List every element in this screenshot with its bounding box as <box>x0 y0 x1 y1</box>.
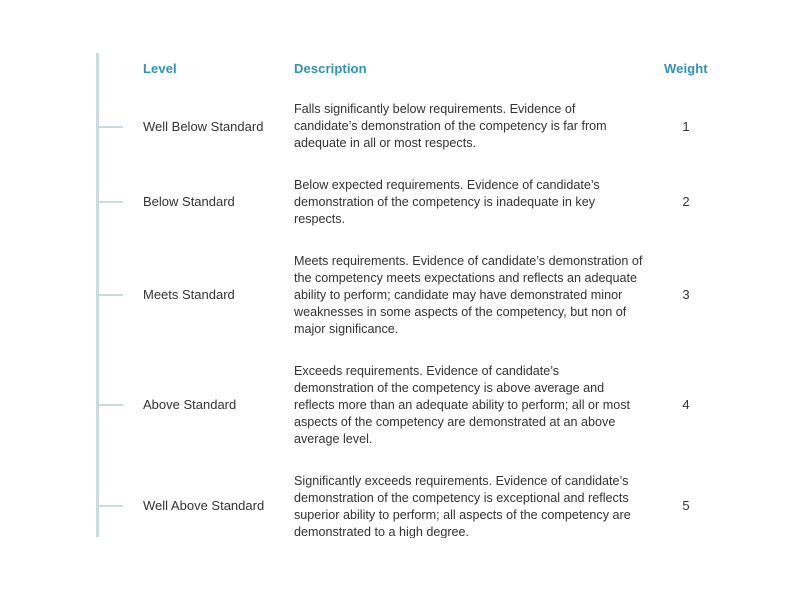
clipped-description-container <box>280 470 700 538</box>
weight-value: 5 <box>682 498 690 513</box>
level-description: Below expected requirements. Evidence of candidate’s demonstration of the competency is inadequate in key respects. <box>294 178 600 226</box>
level-label: Above Standard <box>143 397 237 412</box>
header-level: Level <box>143 61 177 76</box>
weight-value: 2 <box>682 194 690 209</box>
row-marker <box>99 505 123 507</box>
row-marker <box>99 404 123 406</box>
header-description: Description <box>294 61 367 76</box>
weight-value: 4 <box>682 397 690 412</box>
level-label: Well Below Standard <box>143 119 264 134</box>
level-label: Well Above Standard <box>143 498 265 513</box>
weight-value: 1 <box>682 119 690 134</box>
level-description: Significantly exceeds requirements. Evidence of candidate’s demonstration of the competency is exceptional and reflects superior ability to perform; all aspects of the competency are demonstrated to a high degree. <box>294 474 631 538</box>
level-description: Meets requirements. Evidence of candidate’s demonstration of the competency meets expectations and reflects an adequate ability to perform; candidate may have demonstrated minor weaknesses in some aspects of the competency, but non of major significance. <box>294 254 643 336</box>
header-weight: Weight <box>664 61 708 76</box>
weight-value: 3 <box>682 287 690 302</box>
level-description: Falls significantly below requirements. Evidence of candidate’s demonstration of the competency is far from adequate in all or most respects. <box>294 102 607 150</box>
row-marker <box>99 294 123 296</box>
level-label: Meets Standard <box>143 287 235 302</box>
level-description: Exceeds requirements. Evidence of candidate’s demonstration of the competency is above average and reflects more than an adequate ability to perform; all or most aspects of the competency are demonstrated at an above average level. <box>294 364 630 446</box>
row-marker <box>99 126 123 128</box>
row-marker <box>99 201 123 203</box>
level-label: Below Standard <box>143 194 235 209</box>
